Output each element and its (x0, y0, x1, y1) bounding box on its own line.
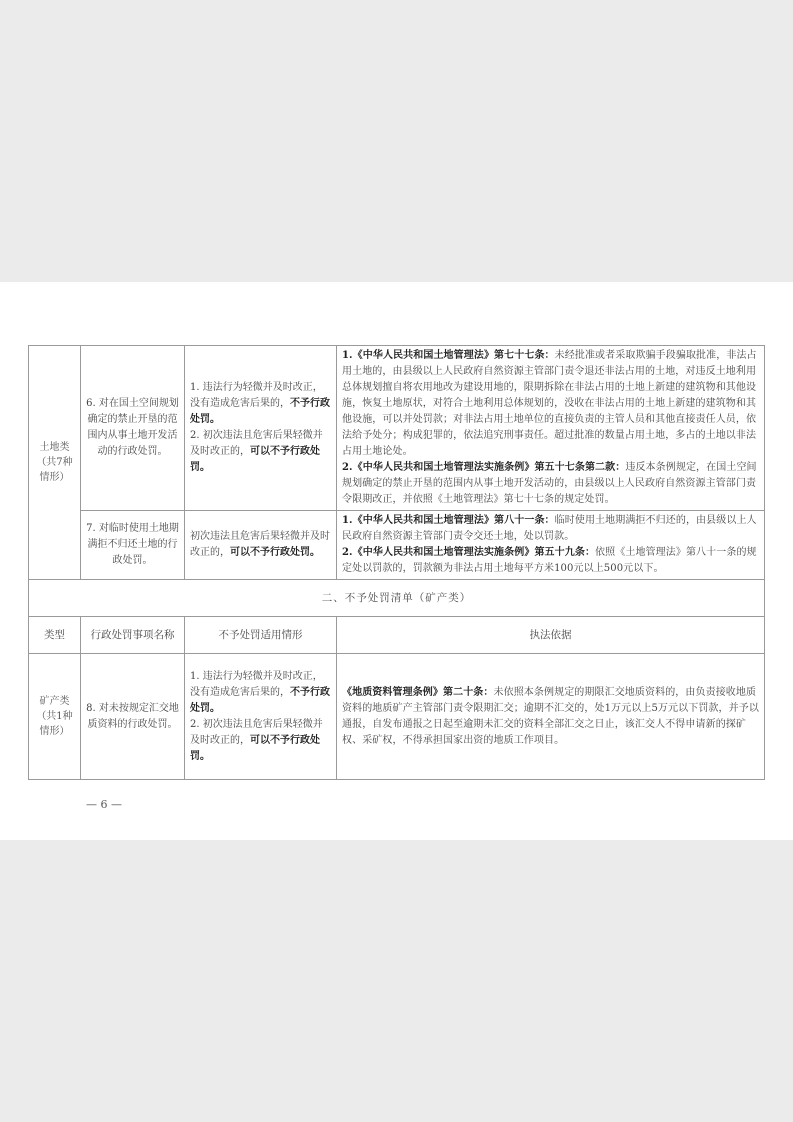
basis-cell (337, 346, 765, 511)
basis-cell (337, 654, 765, 780)
header-row (29, 617, 765, 654)
basis-paragraph (342, 513, 759, 545)
section-title-row (29, 580, 765, 617)
bottom-background (0, 840, 793, 1122)
item-cell (81, 654, 185, 780)
item-cell (81, 346, 185, 511)
case-bold-text: 不予行政处罚。 (190, 398, 330, 425)
basis-text: 违反本条例规定，在国土空间规划确定的禁止开垦的范围内从事土地开发活动的，由县级以上人民政府自然资源主管部门责令限期改正，并依照《土地管理法》第七十七条的规定处罚。 (342, 462, 757, 505)
case-text: 1. 违法行为轻微并及时改正，没有造成危害后果的， (190, 670, 323, 698)
item-name: 6. 对在国土空间规划确定的禁止开垦的范围内从事土地开发活动的行政处罚。 (86, 398, 179, 457)
case-cell (185, 654, 337, 780)
basis-text: 临时使用土地期满拒不归还的，由县级以上人民政府自然资源主管部门责令交还土地，处以罚款。 (342, 515, 757, 542)
case-line (190, 669, 331, 717)
case-text: 初次违法且危害后果轻微并及时改正的， (190, 531, 330, 558)
case-cell (185, 346, 337, 511)
header-case: 不予处罚适用情形 (185, 617, 337, 654)
basis-article-title: 1.《中华人民共和国土地管理法》第七十七条： (342, 350, 555, 361)
item-name: 7. 对临时使用土地期满拒不归还土地的行政处罚。 (86, 523, 179, 566)
case-bold-text: 可以不予行政处罚。 (190, 446, 320, 473)
basis-text: 未经批准或者采取欺骗手段骗取批准，非法占用土地的，由县级以上人民政府自然资源主管部门责令退还非法占用的土地，对违反土地利用总体规划擅自将农用地改为建设用地的，限期拆除在非法占用的土地上新建的建筑物和其他设施，恢复土地原状，对符合土地利用总体规划的，没收在非法占用的土地上新建的建筑物和其他设施，可以并处罚款；对非法占用土地单位的直接负责的主管人员和其他直接责任人员，依法给予处分；构成犯罪的，依法追究刑事责任。超过批准的数量占用土地，多占的土地以非法占用土地论处。 (342, 350, 757, 457)
case-text: 2. 初次违法且危害后果轻微并及时改正的， (190, 430, 323, 457)
header-basis: 执法依据 (337, 617, 765, 654)
type-label: 矿产类（共1种情形） (36, 696, 73, 737)
header-type: 类型 (29, 617, 81, 654)
table-row (29, 654, 765, 780)
basis-article-title: 1.《中华人民共和国土地管理法》第八十一条： (342, 515, 555, 526)
type-label: 土地类（共7种情形） (36, 442, 73, 483)
section-title: 二、不予处罚清单（矿产类） (29, 580, 765, 617)
document-page (0, 282, 793, 840)
type-cell-land (29, 346, 81, 580)
case-line (190, 380, 331, 428)
basis-paragraph (342, 460, 759, 508)
top-background (0, 0, 793, 282)
item-cell (81, 511, 185, 580)
case-bold-text: 不予行政处罚。 (190, 686, 330, 714)
basis-paragraph (342, 348, 759, 460)
case-line (190, 428, 331, 476)
basis-article-title: 2.《中华人民共和国土地管理法实施条例》第五十九条： (342, 547, 596, 558)
basis-paragraph (342, 545, 759, 577)
page-number: — 6 — (86, 798, 122, 811)
case-bold-text: 可以不予行政处罚。 (190, 734, 320, 762)
case-line (190, 717, 331, 765)
basis-text: 依照《土地管理法》第八十一条的规定处以罚款的，罚款额为非法占用土地每平方米100元以上500元以下。 (342, 547, 757, 574)
basis-cell (337, 511, 765, 580)
type-cell-mineral (29, 654, 81, 780)
basis-article-title: 2.《中华人民共和国土地管理法实施条例》第五十七条第二款： (342, 462, 626, 473)
table-row (29, 346, 765, 511)
case-bold-text: 可以不予行政处罚。 (230, 547, 320, 558)
basis-text: 未依照本条例规定的期限汇交地质资料的，由负责接收地质资料的地质矿产主管部门责令限期汇交；逾期不汇交的，处1万元以上5万元以下罚款，并予以通报，自发布通报之日起至逾期未汇交的资料全部汇交之日止，该汇交人不得申请新的探矿权、采矿权，不得承担国家出资的地质工作项目。 (342, 686, 759, 746)
header-item: 行政处罚事项名称 (81, 617, 185, 654)
item-name: 8. 对未按规定汇交地质资料的行政处罚。 (86, 702, 179, 730)
case-cell (185, 511, 337, 580)
table-row (29, 511, 765, 580)
penalty-exemption-table (28, 345, 765, 780)
basis-article-title: 《地质资料管理条例》第二十条： (342, 686, 494, 698)
case-text: 2. 初次违法且危害后果轻微并及时改正的， (190, 718, 323, 746)
case-text: 1. 违法行为轻微并及时改正，没有造成危害后果的， (190, 382, 323, 409)
